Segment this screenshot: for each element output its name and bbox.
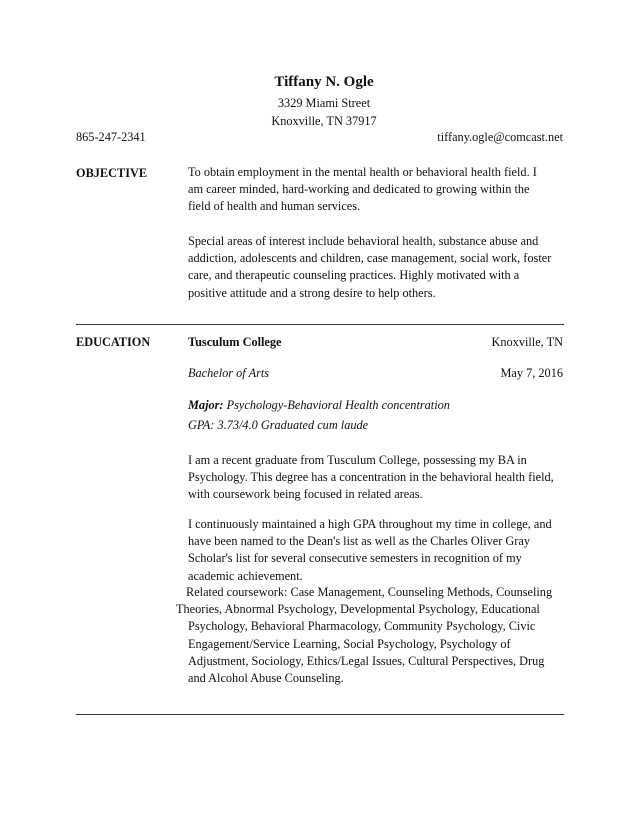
school-name: Tusculum College: [188, 335, 282, 349]
graduation-date: May 7, 2016: [500, 366, 563, 380]
major-value: Psychology-Behavioral Health concentration: [226, 398, 450, 412]
text-line: Adjustment, Sociology, Ethics/Legal Issues, Cultural Perspectives, Drug: [188, 653, 545, 668]
text-line: Special areas of interest include behavioral health, substance abuse and: [188, 234, 539, 248]
major-line: [188, 398, 450, 413]
section-divider: [76, 324, 564, 325]
text-line: care, and therapeutic counseling practices. Highly motivated with a: [188, 268, 520, 283]
coursework-paragraph: [176, 584, 572, 687]
text-line: Theories, Abnormal Psychology, Developmental Psychology, Educational: [176, 602, 540, 617]
text-line: and Alcohol Abuse Counseling.: [188, 671, 344, 686]
text-line: Related coursework: Case Management, Counseling Methods, Counseling: [186, 585, 553, 599]
major-label: Major:: [188, 398, 224, 412]
address-city: Knoxville, TN 37917: [271, 114, 377, 128]
text-line: am career minded, hard-working and dedicated to growing within the: [188, 182, 530, 197]
text-line: I am a recent graduate from Tusculum College, possessing my BA in: [188, 453, 527, 467]
degree: Bachelor of Arts: [188, 366, 270, 380]
candidate-name: Tiffany N. Ogle: [274, 74, 374, 90]
text-line: I continuously maintained a high GPA throughout my time in college, and: [188, 517, 552, 531]
text-line: with coursework being focused in related areas.: [188, 487, 423, 502]
objective-heading: OBJECTIVE: [76, 166, 148, 180]
education-heading: EDUCATION: [76, 335, 151, 349]
academic-achievement-paragraph: [188, 516, 570, 585]
section-divider: [76, 714, 564, 715]
gpa-line: GPA: 3.73/4.0 Graduated cum laude: [188, 418, 369, 432]
text-line: positive attitude and a strong desire to help others.: [188, 285, 436, 300]
school-location: Knoxville, TN: [491, 335, 563, 349]
text-line: Scholar's list for several consecutive semesters in recognition of my: [188, 551, 522, 566]
text-line: Psychology. This degree has a concentration in the behavioral health field,: [188, 470, 554, 485]
text-line: field of health and human services.: [188, 199, 361, 214]
interests-paragraph: [188, 233, 570, 302]
text-line: have been named to the Dean's list as well as the Charles Oliver Gray: [188, 534, 530, 549]
objective-paragraph: [188, 164, 570, 216]
text-line: addiction, adolescents and children, case management, social work, foster: [188, 251, 552, 266]
text-line: academic achievement.: [188, 568, 303, 583]
address-street: 3329 Miami Street: [277, 96, 371, 110]
text-line: Engagement/Service Learning, Social Psychology, Psychology of: [188, 636, 511, 651]
text-line: Psychology, Behavioral Pharmacology, Community Psychology, Civic: [188, 619, 536, 634]
phone-number: 865-247-2341: [76, 130, 146, 144]
education-summary-paragraph: [188, 452, 570, 504]
email-address: tiffany.ogle@comcast.net: [437, 130, 563, 144]
text-line: To obtain employment in the mental health or behavioral health field. I: [188, 165, 537, 179]
